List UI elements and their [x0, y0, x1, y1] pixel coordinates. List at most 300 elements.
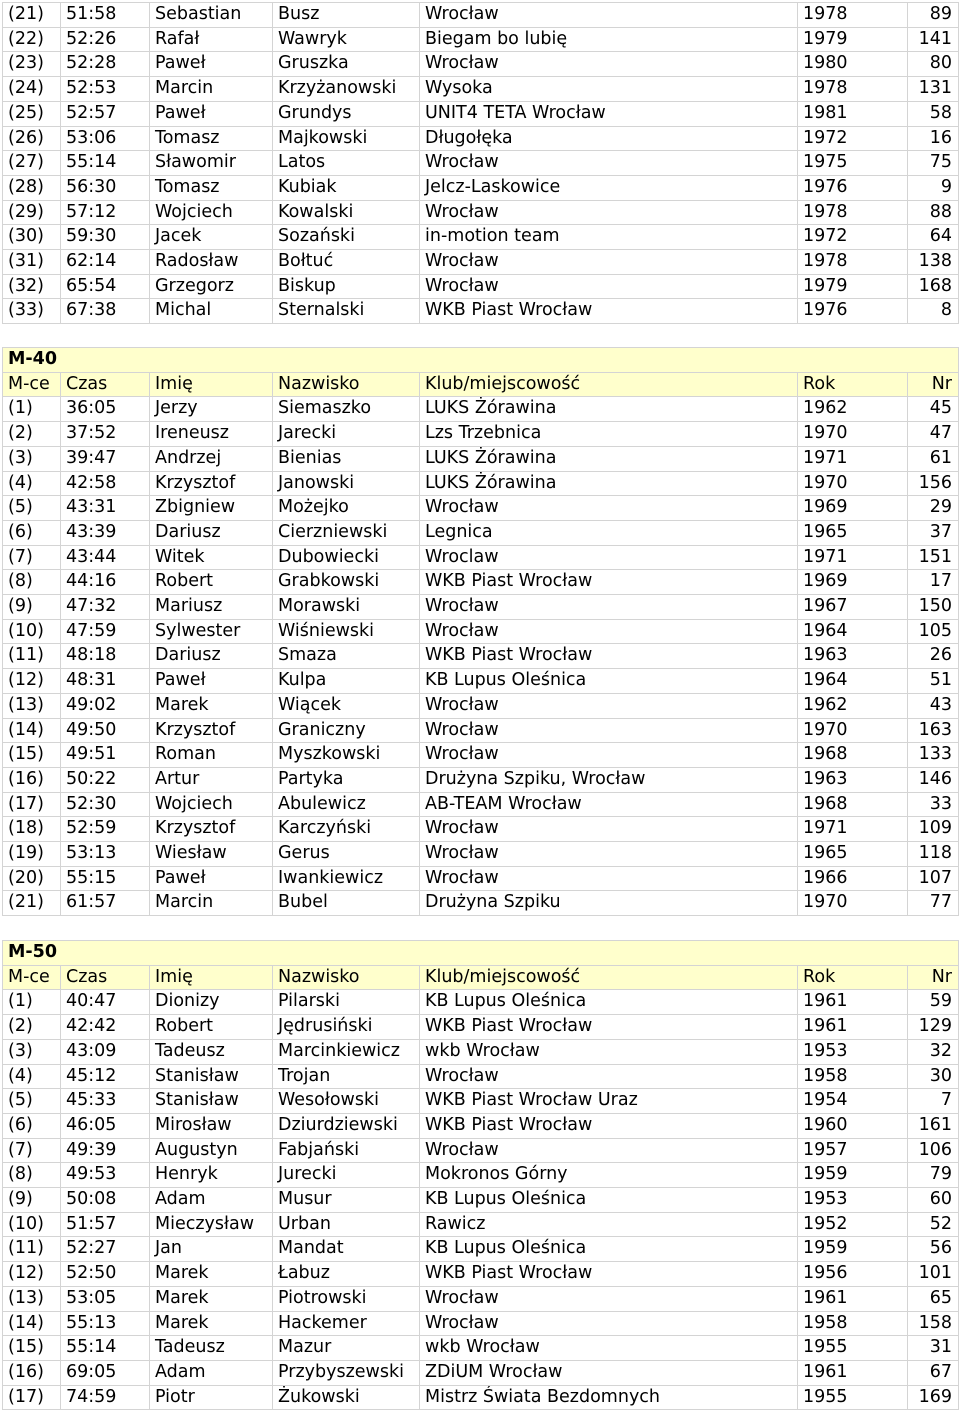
cell-first-name: Marek	[150, 1311, 273, 1336]
cell-first-name: Zbigniew	[150, 496, 273, 521]
cell-place: (2)	[3, 422, 61, 447]
cell-first-name: Wiesław	[150, 842, 273, 867]
cell-first-name: Tadeusz	[150, 1039, 273, 1064]
table-body	[3, 397, 959, 916]
cell-year: 1978	[798, 77, 908, 102]
cell-number: 33	[908, 792, 959, 817]
cell-last-name: Pilarski	[273, 990, 420, 1015]
cell-number: 45	[908, 397, 959, 422]
header-year: Rok	[798, 372, 908, 397]
cell-time: 43:31	[61, 496, 150, 521]
cell-place: (8)	[3, 1163, 61, 1188]
cell-time: 49:51	[61, 743, 150, 768]
cell-number: 156	[908, 471, 959, 496]
cell-number: 64	[908, 225, 959, 250]
table-row	[3, 644, 959, 669]
cell-year: 1970	[798, 422, 908, 447]
cell-club: Wrocław	[420, 866, 798, 891]
table-row	[3, 27, 959, 52]
table-row	[3, 496, 959, 521]
cell-number: 151	[908, 545, 959, 570]
cell-first-name: Paweł	[150, 866, 273, 891]
header-last-name: Nazwisko	[273, 965, 420, 990]
cell-year: 1979	[798, 27, 908, 52]
cell-club: WKB Piast Wrocław	[420, 1015, 798, 1040]
cell-number: 58	[908, 101, 959, 126]
category-row	[3, 941, 959, 966]
cell-year: 1958	[798, 1064, 908, 1089]
cell-club: Wrocław	[420, 693, 798, 718]
cell-last-name: Wiśniewski	[273, 619, 420, 644]
cell-number: 88	[908, 200, 959, 225]
table-row	[3, 1311, 959, 1336]
cell-first-name: Krzysztof	[150, 817, 273, 842]
table-row	[3, 669, 959, 694]
cell-first-name: Tomasz	[150, 175, 273, 200]
cell-last-name: Jędrusiński	[273, 1015, 420, 1040]
cell-number: 8	[908, 299, 959, 324]
cell-last-name: Sternalski	[273, 299, 420, 324]
cell-year: 1962	[798, 397, 908, 422]
table-row	[3, 1015, 959, 1040]
cell-time: 46:05	[61, 1113, 150, 1138]
cell-club: Wrocław	[420, 743, 798, 768]
cell-club: Wrocław	[420, 595, 798, 620]
cell-club: Wysoka	[420, 77, 798, 102]
cell-time: 52:50	[61, 1262, 150, 1287]
cell-last-name: Dubowiecki	[273, 545, 420, 570]
table-row	[3, 891, 959, 916]
cell-place: (16)	[3, 1360, 61, 1385]
cell-first-name: Marcin	[150, 77, 273, 102]
cell-number: 131	[908, 77, 959, 102]
cell-last-name: Trojan	[273, 1064, 420, 1089]
cell-last-name: Iwankiewicz	[273, 866, 420, 891]
cell-first-name: Robert	[150, 1015, 273, 1040]
cell-first-name: Robert	[150, 570, 273, 595]
cell-club: Wrocław	[420, 718, 798, 743]
cell-first-name: Jan	[150, 1237, 273, 1262]
cell-number: 31	[908, 1336, 959, 1361]
cell-last-name: Abulewicz	[273, 792, 420, 817]
cell-first-name: Paweł	[150, 52, 273, 77]
cell-time: 48:18	[61, 644, 150, 669]
results-table-m40	[2, 347, 959, 916]
cell-number: 29	[908, 496, 959, 521]
cell-last-name: Gerus	[273, 842, 420, 867]
table-row	[3, 767, 959, 792]
cell-last-name: Biskup	[273, 274, 420, 299]
cell-number: 75	[908, 151, 959, 176]
cell-time: 36:05	[61, 397, 150, 422]
cell-number: 169	[908, 1385, 959, 1410]
cell-place: (13)	[3, 1286, 61, 1311]
cell-first-name: Stanisław	[150, 1064, 273, 1089]
cell-place: (10)	[3, 1212, 61, 1237]
cell-time: 55:13	[61, 1311, 150, 1336]
cell-first-name: Sebastian	[150, 3, 273, 28]
cell-year: 1979	[798, 274, 908, 299]
cell-year: 1970	[798, 718, 908, 743]
cell-time: 42:58	[61, 471, 150, 496]
cell-place: (1)	[3, 990, 61, 1015]
cell-year: 1981	[798, 101, 908, 126]
cell-time: 55:15	[61, 866, 150, 891]
cell-last-name: Hackemer	[273, 1311, 420, 1336]
cell-year: 1963	[798, 767, 908, 792]
cell-last-name: Przybyszewski	[273, 1360, 420, 1385]
cell-time: 50:22	[61, 767, 150, 792]
cell-club: WKB Piast Wrocław Uraz	[420, 1089, 798, 1114]
cell-time: 47:32	[61, 595, 150, 620]
cell-last-name: Piotrowski	[273, 1286, 420, 1311]
cell-number: 17	[908, 570, 959, 595]
cell-first-name: Sławomir	[150, 151, 273, 176]
cell-first-name: Michal	[150, 299, 273, 324]
table-row	[3, 126, 959, 151]
cell-year: 1975	[798, 151, 908, 176]
table-row	[3, 1262, 959, 1287]
cell-number: 43	[908, 693, 959, 718]
cell-first-name: Rafał	[150, 27, 273, 52]
cell-year: 1953	[798, 1039, 908, 1064]
table-row	[3, 1385, 959, 1410]
cell-club: wkb Wrocław	[420, 1039, 798, 1064]
cell-year: 1969	[798, 496, 908, 521]
cell-place: (31)	[3, 250, 61, 275]
cell-time: 49:53	[61, 1163, 150, 1188]
table-row	[3, 866, 959, 891]
cell-time: 55:14	[61, 1336, 150, 1361]
cell-time: 74:59	[61, 1385, 150, 1410]
cell-place: (26)	[3, 126, 61, 151]
table-row	[3, 52, 959, 77]
header-first-name: Imię	[150, 965, 273, 990]
cell-time: 65:54	[61, 274, 150, 299]
table-row	[3, 1360, 959, 1385]
cell-first-name: Sylwester	[150, 619, 273, 644]
table-row	[3, 570, 959, 595]
cell-last-name: Grundys	[273, 101, 420, 126]
table-row	[3, 1336, 959, 1361]
cell-number: 52	[908, 1212, 959, 1237]
cell-year: 1961	[798, 1360, 908, 1385]
cell-last-name: Bołtuć	[273, 250, 420, 275]
cell-number: 89	[908, 3, 959, 28]
table-row	[3, 619, 959, 644]
cell-first-name: Henryk	[150, 1163, 273, 1188]
cell-place: (12)	[3, 1262, 61, 1287]
cell-last-name: Mandat	[273, 1237, 420, 1262]
cell-number: 59	[908, 990, 959, 1015]
cell-place: (21)	[3, 891, 61, 916]
cell-club: Jelcz-Laskowice	[420, 175, 798, 200]
cell-club: LUKS Żórawina	[420, 471, 798, 496]
cell-number: 118	[908, 842, 959, 867]
cell-club: KB Lupus Oleśnica	[420, 669, 798, 694]
cell-time: 59:30	[61, 225, 150, 250]
cell-year: 1968	[798, 743, 908, 768]
cell-place: (23)	[3, 52, 61, 77]
cell-last-name: Możejko	[273, 496, 420, 521]
cell-first-name: Marek	[150, 693, 273, 718]
cell-club: Wrocław	[420, 817, 798, 842]
cell-time: 62:14	[61, 250, 150, 275]
cell-last-name: Graniczny	[273, 718, 420, 743]
table-row	[3, 1163, 959, 1188]
cell-number: 32	[908, 1039, 959, 1064]
cell-year: 1952	[798, 1212, 908, 1237]
cell-time: 43:44	[61, 545, 150, 570]
cell-time: 52:59	[61, 817, 150, 842]
cell-place: (8)	[3, 570, 61, 595]
cell-time: 51:57	[61, 1212, 150, 1237]
cell-time: 49:39	[61, 1138, 150, 1163]
cell-last-name: Smaza	[273, 644, 420, 669]
cell-first-name: Adam	[150, 1188, 273, 1213]
cell-last-name: Dziurdziewski	[273, 1113, 420, 1138]
cell-place: (30)	[3, 225, 61, 250]
cell-place: (24)	[3, 77, 61, 102]
header-last-name: Nazwisko	[273, 372, 420, 397]
cell-place: (25)	[3, 101, 61, 126]
cell-club: UNIT4 TETA Wrocław	[420, 101, 798, 126]
cell-place: (7)	[3, 1138, 61, 1163]
cell-year: 1964	[798, 619, 908, 644]
cell-number: 79	[908, 1163, 959, 1188]
cell-time: 39:47	[61, 446, 150, 471]
cell-time: 43:39	[61, 520, 150, 545]
cell-place: (9)	[3, 595, 61, 620]
cell-club: Wrocław	[420, 3, 798, 28]
cell-last-name: Żukowski	[273, 1385, 420, 1410]
cell-first-name: Tadeusz	[150, 1336, 273, 1361]
cell-place: (22)	[3, 27, 61, 52]
cell-year: 1971	[798, 817, 908, 842]
cell-time: 45:33	[61, 1089, 150, 1114]
cell-club: KB Lupus Oleśnica	[420, 1188, 798, 1213]
table-row	[3, 3, 959, 28]
table-row	[3, 1212, 959, 1237]
header-year: Rok	[798, 965, 908, 990]
cell-year: 1976	[798, 175, 908, 200]
cell-number: 16	[908, 126, 959, 151]
cell-year: 1976	[798, 299, 908, 324]
cell-last-name: Jurecki	[273, 1163, 420, 1188]
category-title: M-40	[3, 348, 959, 373]
cell-place: (20)	[3, 866, 61, 891]
cell-time: 52:30	[61, 792, 150, 817]
cell-first-name: Witek	[150, 545, 273, 570]
cell-club: Wroclaw	[420, 545, 798, 570]
cell-number: 30	[908, 1064, 959, 1089]
cell-number: 146	[908, 767, 959, 792]
cell-first-name: Dariusz	[150, 520, 273, 545]
cell-club: ZDiUM Wrocław	[420, 1360, 798, 1385]
table-row	[3, 151, 959, 176]
cell-place: (15)	[3, 1336, 61, 1361]
cell-first-name: Paweł	[150, 669, 273, 694]
cell-first-name: Andrzej	[150, 446, 273, 471]
cell-club: Wrocław	[420, 274, 798, 299]
table-row	[3, 1188, 959, 1213]
table-row	[3, 1138, 959, 1163]
cell-number: 60	[908, 1188, 959, 1213]
cell-club: Wrocław	[420, 151, 798, 176]
cell-year: 1963	[798, 644, 908, 669]
header-time: Czas	[61, 965, 150, 990]
table-row	[3, 1237, 959, 1262]
table-row	[3, 1064, 959, 1089]
table-row	[3, 1286, 959, 1311]
cell-year: 1953	[798, 1188, 908, 1213]
results-table-continued	[2, 2, 959, 324]
cell-last-name: Partyka	[273, 767, 420, 792]
cell-first-name: Dionizy	[150, 990, 273, 1015]
cell-club: wkb Wrocław	[420, 1336, 798, 1361]
cell-last-name: Wesołowski	[273, 1089, 420, 1114]
cell-time: 55:14	[61, 151, 150, 176]
header-place: M-ce	[3, 965, 61, 990]
cell-number: 141	[908, 27, 959, 52]
cell-first-name: Wojciech	[150, 200, 273, 225]
cell-year: 1968	[798, 792, 908, 817]
cell-place: (28)	[3, 175, 61, 200]
header-row	[3, 965, 959, 990]
cell-number: 109	[908, 817, 959, 842]
category-title: M-50	[3, 941, 959, 966]
cell-time: 42:42	[61, 1015, 150, 1040]
results-table-m50	[2, 940, 959, 1410]
cell-number: 163	[908, 718, 959, 743]
cell-year: 1962	[798, 693, 908, 718]
cell-club: Wrocław	[420, 842, 798, 867]
cell-club: Wrocław	[420, 619, 798, 644]
cell-club: AB-TEAM Wrocław	[420, 792, 798, 817]
cell-last-name: Wiącek	[273, 693, 420, 718]
cell-club: WKB Piast Wrocław	[420, 644, 798, 669]
cell-number: 105	[908, 619, 959, 644]
table-row	[3, 274, 959, 299]
cell-first-name: Tomasz	[150, 126, 273, 151]
table-row	[3, 520, 959, 545]
cell-last-name: Urban	[273, 1212, 420, 1237]
cell-club: Długołęka	[420, 126, 798, 151]
cell-place: (9)	[3, 1188, 61, 1213]
table-row	[3, 471, 959, 496]
header-number: Nr	[908, 372, 959, 397]
cell-year: 1978	[798, 250, 908, 275]
cell-year: 1960	[798, 1113, 908, 1138]
cell-place: (1)	[3, 397, 61, 422]
cell-place: (4)	[3, 471, 61, 496]
cell-club: KB Lupus Oleśnica	[420, 1237, 798, 1262]
cell-number: 138	[908, 250, 959, 275]
cell-club: Wrocław	[420, 496, 798, 521]
cell-number: 67	[908, 1360, 959, 1385]
header-time: Czas	[61, 372, 150, 397]
table-row	[3, 225, 959, 250]
cell-number: 106	[908, 1138, 959, 1163]
cell-year: 1978	[798, 200, 908, 225]
table-row	[3, 299, 959, 324]
cell-year: 1961	[798, 1286, 908, 1311]
cell-number: 65	[908, 1286, 959, 1311]
cell-last-name: Cierzniewski	[273, 520, 420, 545]
cell-year: 1970	[798, 891, 908, 916]
cell-last-name: Fabjański	[273, 1138, 420, 1163]
cell-place: (13)	[3, 693, 61, 718]
cell-club: Mokronos Górny	[420, 1163, 798, 1188]
cell-time: 47:59	[61, 619, 150, 644]
header-club: Klub/miejscowość	[420, 372, 798, 397]
cell-time: 52:53	[61, 77, 150, 102]
cell-year: 1961	[798, 990, 908, 1015]
table-row	[3, 595, 959, 620]
cell-time: 43:09	[61, 1039, 150, 1064]
cell-place: (6)	[3, 1113, 61, 1138]
cell-year: 1961	[798, 1015, 908, 1040]
cell-number: 133	[908, 743, 959, 768]
cell-time: 50:08	[61, 1188, 150, 1213]
cell-last-name: Łabuz	[273, 1262, 420, 1287]
cell-time: 45:12	[61, 1064, 150, 1089]
cell-club: KB Lupus Oleśnica	[420, 990, 798, 1015]
cell-time: 53:13	[61, 842, 150, 867]
header-club: Klub/miejscowość	[420, 965, 798, 990]
cell-last-name: Myszkowski	[273, 743, 420, 768]
cell-first-name: Wojciech	[150, 792, 273, 817]
cell-place: (29)	[3, 200, 61, 225]
cell-first-name: Grzegorz	[150, 274, 273, 299]
cell-year: 1965	[798, 520, 908, 545]
cell-first-name: Piotr	[150, 1385, 273, 1410]
cell-first-name: Marek	[150, 1262, 273, 1287]
cell-time: 53:06	[61, 126, 150, 151]
cell-first-name: Krzysztof	[150, 471, 273, 496]
cell-number: 107	[908, 866, 959, 891]
cell-number: 61	[908, 446, 959, 471]
cell-club: Drużyna Szpiku	[420, 891, 798, 916]
cell-year: 1957	[798, 1138, 908, 1163]
cell-number: 56	[908, 1237, 959, 1262]
cell-place: (14)	[3, 1311, 61, 1336]
cell-place: (17)	[3, 792, 61, 817]
cell-place: (27)	[3, 151, 61, 176]
cell-club: Legnica	[420, 520, 798, 545]
cell-last-name: Siemaszko	[273, 397, 420, 422]
cell-time: 37:52	[61, 422, 150, 447]
cell-place: (12)	[3, 669, 61, 694]
cell-club: WKB Piast Wrocław	[420, 299, 798, 324]
cell-last-name: Janowski	[273, 471, 420, 496]
header-first-name: Imię	[150, 372, 273, 397]
table-row	[3, 250, 959, 275]
cell-number: 51	[908, 669, 959, 694]
cell-last-name: Wawryk	[273, 27, 420, 52]
cell-first-name: Krzysztof	[150, 718, 273, 743]
cell-year: 1964	[798, 669, 908, 694]
cell-year: 1980	[798, 52, 908, 77]
cell-last-name: Sozański	[273, 225, 420, 250]
cell-time: 44:16	[61, 570, 150, 595]
cell-club: Rawicz	[420, 1212, 798, 1237]
cell-time: 52:28	[61, 52, 150, 77]
cell-club: Drużyna Szpiku, Wrocław	[420, 767, 798, 792]
cell-place: (3)	[3, 446, 61, 471]
cell-club: in-motion team	[420, 225, 798, 250]
cell-place: (14)	[3, 718, 61, 743]
